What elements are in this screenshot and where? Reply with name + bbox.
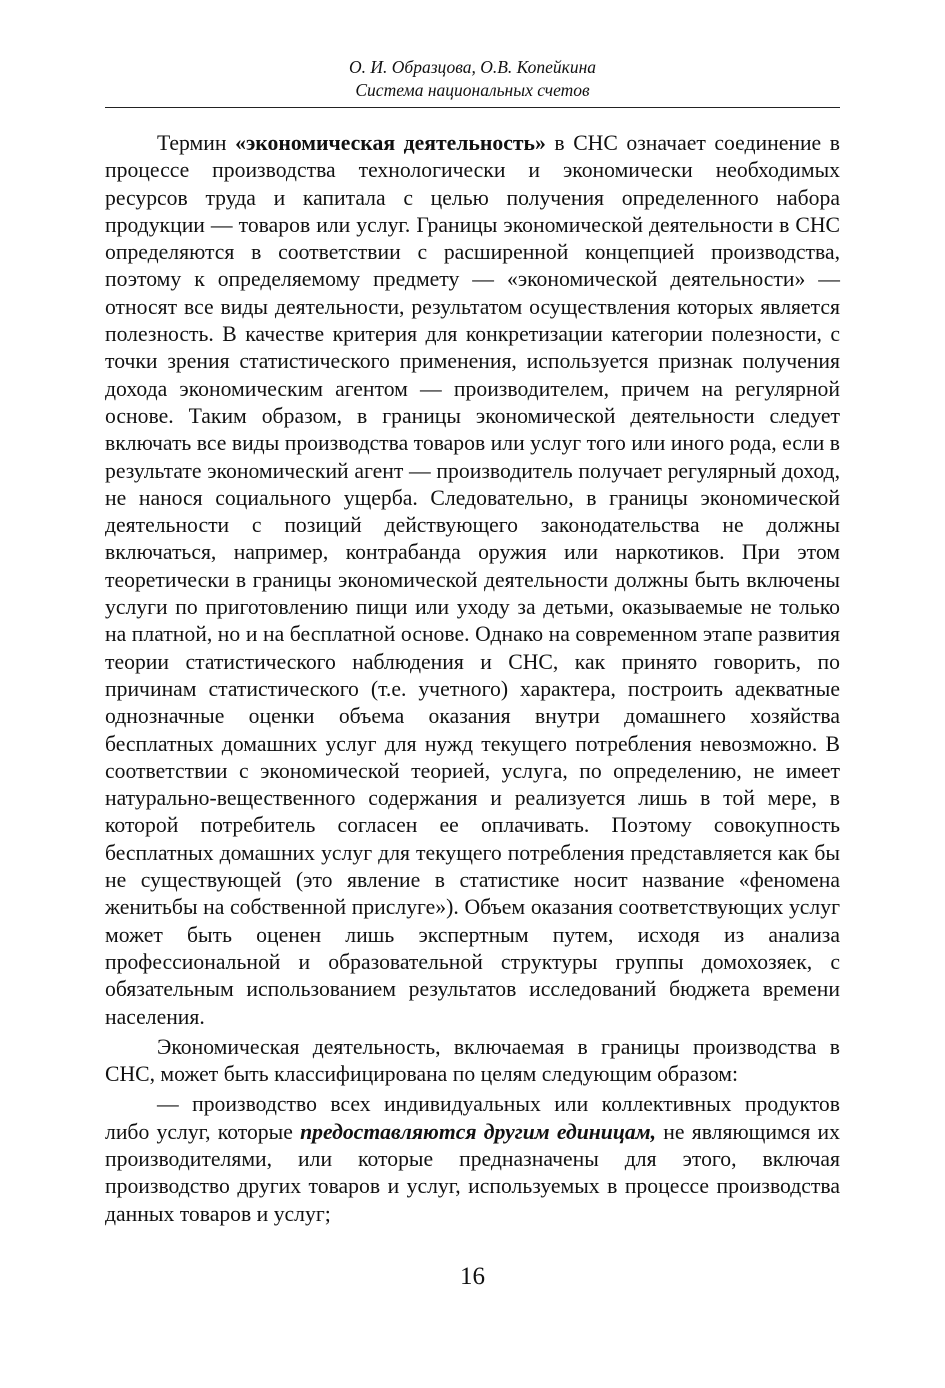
paragraph-1-text: в СНС означает соединение в процессе производства технологически и экономически необходимых ресурсов труда и капитала с целью получения определенного набора продукции — товаров или услуг. Границы экономической деятельности в СНС определяются в соответствии с расширенной концепцией производства, поэтому к определяемому предмету — «экономической деятельности» — относят все виды деятельности, результатом осуществления которых является полезность. В качестве критерия для конкретизации категории полезности, с точки зрения статистического применения, используется признак получения дохода экономическим агентом — производителем, причем на регулярной основе. Таким образом, в границы экономической деятельности следует включать все виды производства товаров или услуг того или иного рода, если в результате экономический агент — производитель получает регулярный доход, не нанося социального ущерба. Следовательно, в границы экономической деятельности с позиций действующего законодательства не должны включаться, например, контрабанда оружия или наркотиков. При этом теоретически в границы экономической деятельности должны быть включены услуги по приготовлению пищи или уходу за детьми, оказываемые не только на платной, но и на бесплатной основе. Однако на современном этапе развития теории статистического наблюдения и СНС, как принято говорить, по причинам статистического (т.е. учетного) характера, построить адекватные однозначные оценки объема оказания внутри домашнего хозяйства бесплатных домашних услуг для нужд текущего потребления невозможно. В соответствии с экономической теорией, услуга, по определению, не имеет натурально-вещественного содержания и реализуется лишь в той мере, в которой потребитель согласен ее оплачивать. Поэтому совокупность бесплатных домашних услуг для текущего потребления представляется как бы не существующей (это явление в статистике носит название «феномена женитьбы на собственной прислуге»). Объем оказания соответствующих услуг может быть оценен лишь экспертным путем, исходя из анализа профессиональной и образовательной структуры группы домохозяек, с обязательным использованием результатов исследований бюджета времени населения. (105, 131, 840, 1029)
paragraph-1-lead: Термин (157, 131, 236, 155)
paragraph-classification: Экономическая деятельность, включаемая в границы производства в СНС, может быть классифицирована по целям следующим образом: (105, 1034, 840, 1087)
page-number: 16 (460, 1263, 485, 1290)
paragraph-economic-activity (105, 130, 840, 1031)
running-header (105, 56, 840, 102)
paragraph-list-item (105, 1091, 840, 1227)
header-authors: О. И. Образцова, О.В. Копейкина (348, 57, 597, 77)
term-economic-activity: «экономическая деятельность» (235, 131, 546, 155)
header-divider (105, 107, 840, 108)
header-book-title: Система национальных счетов (355, 80, 590, 100)
page-body (105, 130, 840, 1228)
list-item-lead: — производство всех индивидуальных или коллективных продуктов либо услуг, которые (105, 1092, 840, 1144)
list-item-text: не являющимся их производителями, или которые предназначены для этого, включая производство других товаров и услуг, используемых в процессе производства данных товаров и услуг; (105, 1119, 840, 1226)
emphasis-provided-to-other-units: предоставляются другим единицам, (300, 1119, 657, 1144)
